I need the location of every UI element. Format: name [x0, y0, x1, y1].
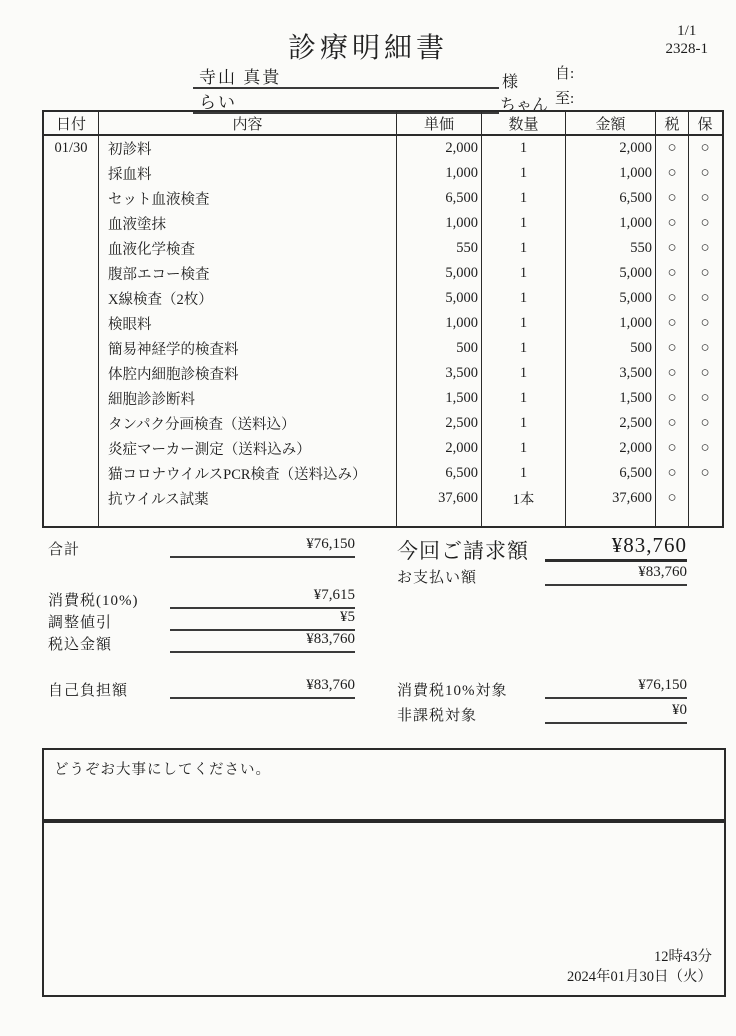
cell-qty: 1: [482, 461, 566, 486]
cell-date: [44, 486, 99, 511]
table-row: [44, 411, 722, 436]
cell-date: [44, 436, 99, 461]
cell-qty: 1: [482, 386, 566, 411]
consumption-tax-label: 消費税(10%): [48, 593, 139, 609]
cell-unit: 2,500: [397, 411, 482, 436]
payment-due-label: お支払い額: [397, 570, 478, 586]
cell-tax: ○: [656, 461, 689, 486]
table-row: [44, 311, 722, 336]
footer-box: [42, 821, 726, 997]
cell-amount: 6,500: [566, 461, 656, 486]
cell-unit: 500: [397, 336, 482, 361]
cell-qty: 1本: [482, 486, 566, 511]
self-pay-label: 自己負担額: [48, 683, 129, 699]
cell-item: タンパク分画検査（送料込）: [99, 411, 397, 436]
table-row: [44, 186, 722, 211]
table-filler-row: [44, 511, 722, 526]
table-row: [44, 336, 722, 361]
cell-qty: 1: [482, 161, 566, 186]
table-row: [44, 161, 722, 186]
timestamp: [567, 947, 712, 987]
cell-unit: 1,000: [397, 161, 482, 186]
period-from-label: 自:: [555, 66, 575, 82]
header-item: 内容: [99, 112, 397, 134]
cell-unit: 1,000: [397, 211, 482, 236]
header-quantity: 数量: [482, 112, 566, 134]
table-row: [44, 436, 722, 461]
adjustment-discount-label: 調整値引: [48, 615, 113, 631]
cell-amount: 6,500: [566, 186, 656, 211]
cell-ins: ○: [700, 190, 710, 206]
cell-item: 初診料: [99, 136, 397, 161]
cell-item: 炎症マーカー測定（送料込み）: [99, 436, 397, 461]
owner-honorific: 様: [502, 74, 519, 91]
cell-ins: ○: [700, 140, 710, 156]
cell-unit: 2,000: [397, 436, 482, 461]
cell-date: [44, 461, 99, 486]
document-number: 2328-1: [665, 41, 708, 57]
cell-tax: ○: [656, 236, 689, 261]
cell-ins: ○: [700, 365, 710, 381]
current-bill-value: ¥83,760: [545, 533, 687, 562]
taxable-10pct-value: ¥76,150: [545, 677, 687, 699]
cell-item: X線検査（2枚）: [99, 286, 397, 311]
table-row: [44, 461, 722, 486]
cell-qty: 1: [482, 211, 566, 236]
cell-amount: 2,000: [566, 436, 656, 461]
cell-unit: [397, 511, 482, 526]
adjustment-discount-value: ¥5: [170, 609, 355, 631]
table-row: [44, 211, 722, 236]
cell-qty: 1: [482, 311, 566, 336]
cell-date: [44, 286, 99, 311]
cell-date: [44, 236, 99, 261]
cell-qty: 1: [482, 411, 566, 436]
cell-tax: ○: [656, 436, 689, 461]
header-tax: 税: [656, 112, 689, 134]
cell-date: [44, 311, 99, 336]
cell-item: 腹部エコー検査: [99, 261, 397, 286]
items-table-body: [44, 136, 722, 526]
cell-amount: [566, 511, 656, 526]
cell-tax: ○: [656, 136, 689, 161]
cell-qty: 1: [482, 361, 566, 386]
cell-item: 検眼料: [99, 311, 397, 336]
cell-tax: [656, 511, 689, 526]
cell-unit: 1,000: [397, 311, 482, 336]
cell-amount: 500: [566, 336, 656, 361]
cell-tax: ○: [656, 186, 689, 211]
page-indicator: 1/1: [677, 23, 697, 39]
cell-item: 猫コロナウイルスPCR検査（送料込み）: [99, 461, 397, 486]
items-table: [42, 110, 724, 528]
cell-item: セット血液検査: [99, 186, 397, 211]
taxable-10pct-label: 消費税10%対象: [397, 683, 508, 699]
table-row: [44, 386, 722, 411]
cell-ins: [689, 486, 721, 511]
cell-qty: 1: [482, 436, 566, 461]
cell-date: [44, 261, 99, 286]
cell-item: 体腔内細胞診検査料: [99, 361, 397, 386]
tax-exempt-value: ¥0: [545, 702, 687, 724]
table-row: [44, 136, 722, 161]
cell-item: 簡易神経学的検査料: [99, 336, 397, 361]
current-bill-label: 今回ご請求額: [397, 539, 529, 563]
cell-date: [44, 161, 99, 186]
cell-date: [44, 211, 99, 236]
cell-amount: 37,600: [566, 486, 656, 511]
cell-unit: 5,000: [397, 261, 482, 286]
header-insurance: 保: [697, 116, 713, 133]
cell-unit: 3,500: [397, 361, 482, 386]
cell-unit: 6,500: [397, 186, 482, 211]
header-date: 日付: [44, 112, 99, 134]
cell-date: [44, 511, 99, 526]
cell-amount: 550: [566, 236, 656, 261]
cell-qty: 1: [482, 136, 566, 161]
cell-date: 01/30: [44, 136, 99, 161]
pet-name-field: らい: [193, 88, 499, 114]
cell-tax: ○: [656, 311, 689, 336]
cell-item: 血液塗抹: [99, 211, 397, 236]
tax-included-total-label: 税込金額: [48, 637, 113, 653]
cell-qty: 1: [482, 236, 566, 261]
cell-unit: 37,600: [397, 486, 482, 511]
period-to-label: 至:: [555, 91, 575, 107]
cell-unit: 1,500: [397, 386, 482, 411]
cell-amount: 1,000: [566, 211, 656, 236]
cell-ins: [689, 511, 721, 526]
print-time: 12時43分: [654, 949, 712, 965]
table-row: [44, 361, 722, 386]
header-amount: 金額: [566, 112, 656, 134]
cell-ins: ○: [700, 265, 710, 281]
message-box: [42, 748, 726, 821]
cell-amount: 5,000: [566, 286, 656, 311]
table-row: [44, 286, 722, 311]
cell-amount: 1,500: [566, 386, 656, 411]
cell-tax: ○: [656, 336, 689, 361]
cell-item: 細胞診診断料: [99, 386, 397, 411]
cell-unit: 6,500: [397, 461, 482, 486]
cell-amount: 5,000: [566, 261, 656, 286]
payment-due-value: ¥83,760: [545, 564, 687, 586]
cell-date: [44, 386, 99, 411]
cell-tax: ○: [656, 411, 689, 436]
subtotal-value: ¥76,150: [170, 536, 355, 558]
owner-name-field: 寺山 真貴: [193, 63, 499, 89]
cell-item: 抗ウイルス試薬: [99, 486, 397, 511]
tax-included-total-value: ¥83,760: [170, 631, 355, 653]
cell-tax: ○: [656, 211, 689, 236]
cell-ins: ○: [700, 440, 710, 456]
cell-tax: ○: [656, 486, 689, 511]
cell-item: [99, 511, 397, 526]
table-header-row: [44, 112, 722, 136]
print-date: 2024年01月30日（火）: [567, 969, 712, 985]
page-title: 診療明細書: [287, 33, 448, 64]
cell-qty: 1: [482, 261, 566, 286]
header-unit-price: 単価: [397, 112, 482, 134]
consumption-tax-value: ¥7,615: [170, 587, 355, 609]
cell-amount: 2,000: [566, 136, 656, 161]
cell-ins: ○: [700, 390, 710, 406]
cell-ins: ○: [700, 340, 710, 356]
cell-ins: ○: [700, 315, 710, 331]
cell-unit: 2,000: [397, 136, 482, 161]
cell-date: [44, 186, 99, 211]
cell-qty: 1: [482, 186, 566, 211]
tax-exempt-label: 非課税対象: [397, 708, 478, 724]
cell-amount: 3,500: [566, 361, 656, 386]
cell-amount: 1,000: [566, 161, 656, 186]
cell-unit: 550: [397, 236, 482, 261]
cell-tax: ○: [656, 386, 689, 411]
cell-qty: 1: [482, 286, 566, 311]
cell-amount: 2,500: [566, 411, 656, 436]
cell-date: [44, 361, 99, 386]
cell-item: 血液化学検査: [99, 236, 397, 261]
cell-date: [44, 411, 99, 436]
table-row: [44, 236, 722, 261]
cell-qty: 1: [482, 336, 566, 361]
cell-ins: ○: [700, 165, 710, 181]
cell-qty: [482, 511, 566, 526]
cell-tax: ○: [656, 286, 689, 311]
cell-date: [44, 336, 99, 361]
cell-ins: ○: [700, 240, 710, 256]
cell-tax: ○: [656, 361, 689, 386]
cell-unit: 5,000: [397, 286, 482, 311]
message-text: どうぞお大事にしてください。: [54, 762, 271, 778]
subtotal-label: 合計: [48, 542, 81, 558]
pet-honorific: ちゃん: [500, 97, 549, 114]
cell-ins: ○: [700, 465, 710, 481]
cell-tax: ○: [656, 161, 689, 186]
cell-ins: ○: [700, 290, 710, 306]
table-row: [44, 486, 722, 511]
table-row: [44, 261, 722, 286]
cell-item: 採血料: [99, 161, 397, 186]
cell-amount: 1,000: [566, 311, 656, 336]
cell-ins: ○: [700, 415, 710, 431]
cell-tax: ○: [656, 261, 689, 286]
self-pay-value: ¥83,760: [170, 677, 355, 699]
cell-ins: ○: [700, 215, 710, 231]
